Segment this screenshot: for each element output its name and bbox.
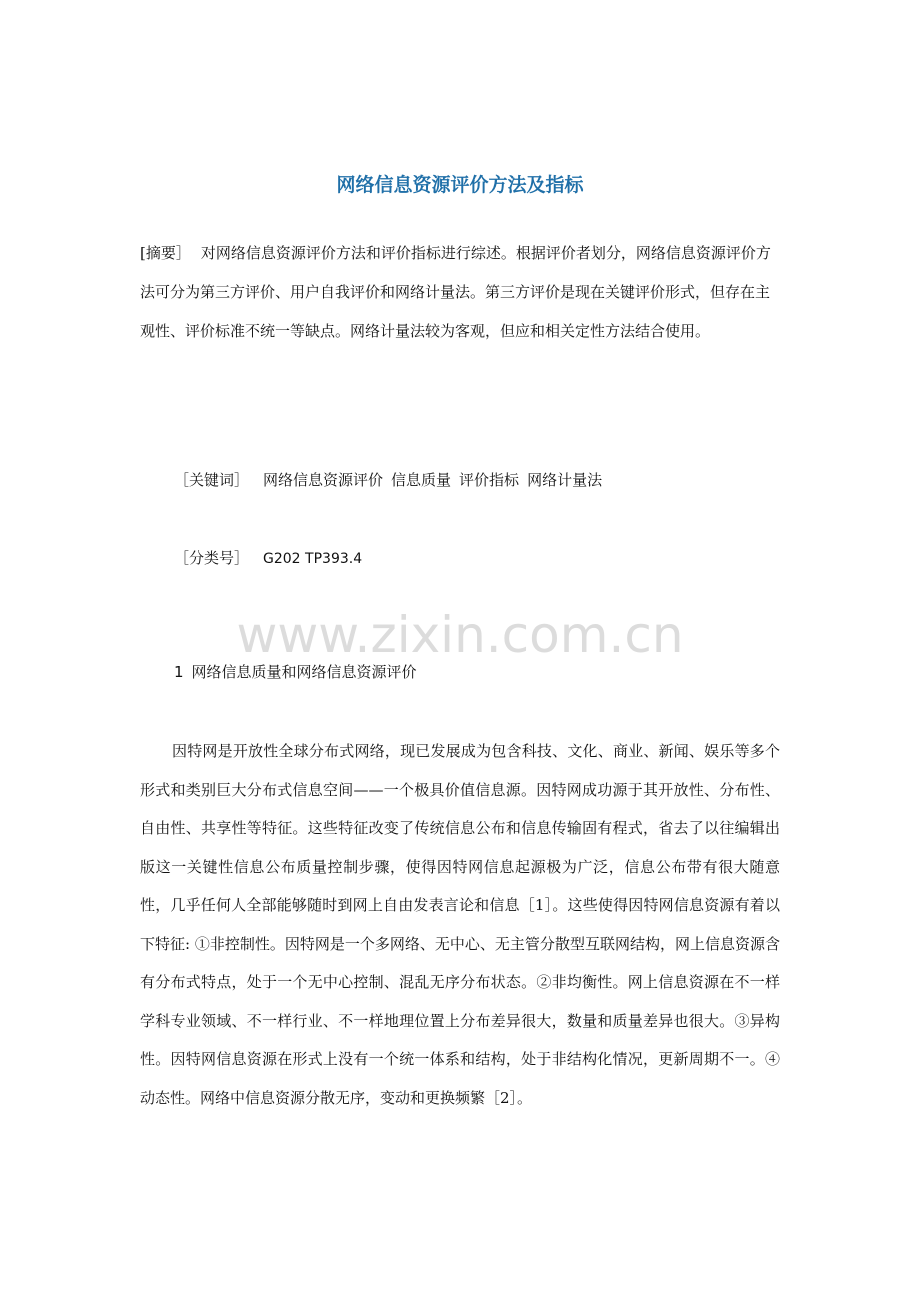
abstract-text: 对网络信息资源评价方法和评价指标进行综述。根据评价者划分，网络信息资源评价方法可分为第三方评价、用户自我评价和网络计量法。第三方评价是现在关键评价形式，但存在主观性、评价标准不统一等缺点。网络计量法较为客观，但应和相关定性方法结合使用。 (140, 244, 771, 340)
classification (174, 543, 362, 574)
body-paragraph: 因特网是开放性全球分布式网络，现已发展成为包含科技、文化、商业、新闻、娱乐等多个形式和类别巨大分布式信息空间——一个极具价值信息源。因特网成功源于其开放性、分布性、自由性、共享性等特征。这些特征改变了传统信息公布和信息传输固有程式，省去了以往编辑出版这一关键性信息公布质量控制步骤，使得因特网信息起源极为广泛，信息公布带有很大随意性，几乎任何人全部能够随时到网上自由发表言论和信息［1］。这些使得因特网信息资源有着以下特征: ①非控制性。因特网是一个多网络、无中心、无主管分散型互联网结构，网上信息资源含有分布式特点，处于一个无中心控制、混乱无序分布状态。②非均衡性。网上信息资源在不一样学科专业领域、不一样行业、不一样地理位置上分布差异很大，数量和质量差异也很大。③异构性。因特网信息资源在形式上没有一个统一体系和结构，处于非结构化情况，更新周期不一。④动态性。网络中信息资源分散无序，变动和更换频繁［2］。 (140, 742, 780, 1107)
keyword-item: 评价指标 (459, 471, 520, 489)
section-title: 网络信息质量和网络信息资源评价 (191, 663, 417, 681)
watermark: www.zixin.com.cn (236, 606, 684, 664)
keyword-item: 网络信息资源评价 (263, 471, 384, 489)
abstract (140, 234, 780, 351)
keywords-label: ［关键词］ (174, 471, 250, 489)
keyword-item: 网络计量法 (527, 471, 603, 489)
section-heading (174, 657, 417, 687)
keywords (174, 465, 610, 495)
classification-label: ［分类号］ (174, 549, 250, 567)
abstract-label: [摘要］ (140, 244, 191, 262)
section-number: 1 (174, 663, 184, 681)
keyword-item: 信息质量 (391, 471, 452, 489)
classification-value: G202 TP393.4 (263, 551, 363, 567)
document-title: 网络信息资源评价方法及指标 (336, 174, 584, 196)
